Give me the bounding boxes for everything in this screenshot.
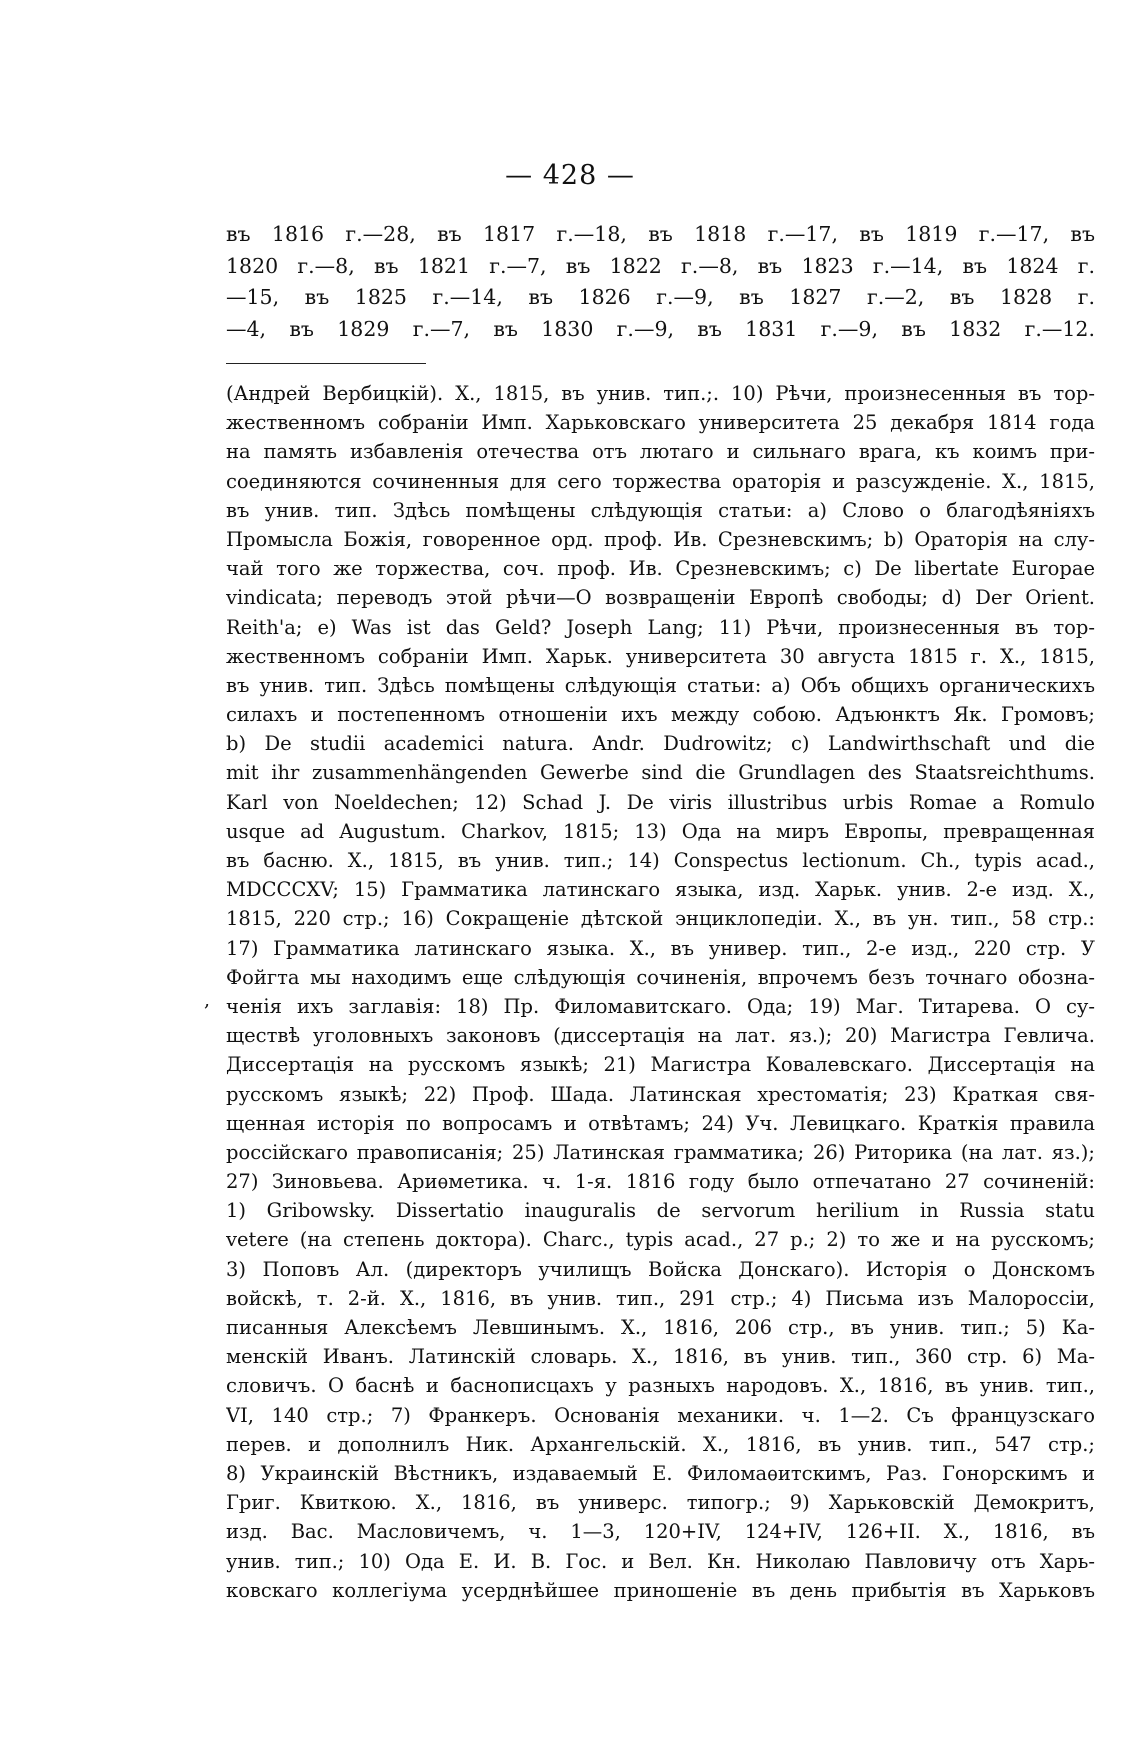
text-line: VI, 140 стр.; 7) Франкеръ. Основанія механики. ч. 1—2. Съ французскаго — [226, 1403, 1095, 1427]
text-line: b) De studii academici natura. Andr. Dudrowitz; с) Landwirthschaft und die — [226, 732, 1095, 756]
text-line: жественномъ собраніи Имп. Харьковскаго университета 25 декабря 1814 года — [226, 411, 1095, 435]
text-line: силахъ и постепенномъ отношеніи ихъ между собою. Адъюнктъ Як. Громовъ; — [226, 703, 1095, 727]
text-line: перев. и дополнилъ Ник. Архангельскій. X., 1816, въ унив. тип., 547 стр.; — [226, 1432, 1095, 1456]
text-line: vindicata; переводъ этой рѣчи—О возвращеніи Европѣ свободы; d) Der Orient. — [226, 586, 1095, 610]
text-line: ченія ихъ заглавія: 18) Пр. Филомавитскаго. Ода; 19) Маг. Титарева. О су- — [226, 994, 1095, 1018]
text-line: Reith'а; e) Was ist das Geld? Joseph Lang; 11) Рѣчи, произнесенныя въ тор- — [226, 615, 1095, 639]
text-line: usque ad Augustum. Charkov, 1815; 13) Ода на миръ Европы, превращенная — [226, 819, 1095, 843]
text-line: 1820 г.—8, въ 1821 г.—7, въ 1822 г.—8, въ 1823 г.—14, въ 1824 г. — [226, 253, 1095, 278]
text-line: въ унив. тип. Здѣсь помѣщены слѣдующія статьи: а) Слово о благодѣяніяхъ — [226, 498, 1095, 522]
text-line: изд. Вас. Масловичемъ, ч. 1—3, 120+IV, 124+IV, 126+II. X., 1816, въ — [226, 1520, 1095, 1544]
text-line: 1815, 220 стр.; 16) Сокращеніе дѣтской энциклопедіи. X., въ ун. тип., 58 стр.: — [226, 907, 1095, 931]
text-line: —15, въ 1825 г.—14, въ 1826 г.—9, въ 1827 г.—2, въ 1828 г. — [226, 285, 1095, 309]
text-line: Диссертація на русскомъ языкѣ; 21) Магистра Ковалевскаго. Диссертація на — [226, 1053, 1095, 1077]
text-line: ковскаго коллегіума усерднѣйшее приношеніе въ день прибытія въ Харьковъ — [226, 1578, 1095, 1602]
text-line: 8) Украинскій Вѣстникъ, издаваемый Е. Филомаѳитскимъ, Раз. Гонорскимъ и — [226, 1461, 1095, 1485]
page-number: — 428 — — [505, 160, 635, 191]
text-line: чай того же торжества, соч. проф. Ив. Срезневскимъ; с) De libertate Europae — [226, 557, 1095, 581]
text-line: россійскаго правописанія; 25) Латинская грамматика; 26) Риторика (на лат. яз.); — [226, 1140, 1095, 1164]
text-line: Промысла Божія, говоренное орд. проф. Ив. Срезневскимъ; b) Ораторія на слу- — [226, 527, 1095, 551]
text-line: ществѣ уголовныхъ законовъ (диссертація на лат. яз.); 20) Магистра Гевлича. — [226, 1024, 1095, 1048]
text-line: Григ. Квиткою. X., 1816, въ универс. типогр.; 9) Харьковскій Демокритъ, — [226, 1491, 1095, 1515]
text-line: 1) Gribowsky. Dissertatio inauguralis de servorum herilium in Russia statu — [226, 1199, 1095, 1223]
text-line: (Андрей Вербицкій). X., 1815, въ унив. тип.;. 10) Рѣчи, произнесенныя въ тор- — [226, 382, 1095, 405]
text-line: Фойгта мы находимъ еще слѣдующія сочиненія, впрочемъ безъ точнаго обозна- — [226, 965, 1095, 989]
text-line: mit ihr zusammenhängenden Gewerbe sind die Grundlagen des Staatsreichthums. — [226, 761, 1095, 785]
footnote-divider — [226, 363, 426, 364]
text-line: унив. тип.; 10) Ода Е. И. В. Гос. и Вел. Кн. Николаю Павловичу отъ Харь- — [226, 1549, 1095, 1573]
text-line: —4, въ 1829 г.—7, въ 1830 г.—9, въ 1831 г.—9, въ 1832 г.—12. — [226, 316, 1095, 341]
margin-mark: , — [204, 989, 211, 1011]
text-line: vetere (на степень доктора). Charc., typis acad., 27 p.; 2) то же и на русскомъ; — [226, 1228, 1095, 1252]
text-line: MDCCCXV; 15) Грамматика латинскаго языка, изд. Харьк. унив. 2-е изд. X., — [226, 878, 1095, 902]
text-line: щенная исторія по вопросамъ и отвѣтамъ; 24) Уч. Левицкаго. Краткія правила — [226, 1111, 1095, 1135]
text-line: 17) Грамматика латинскаго языка. X., въ универ. тип., 2-е изд., 220 стр. У — [226, 936, 1095, 960]
text-line: въ унив. тип. Здѣсь помѣщены слѣдующія статьи: а) Объ общихъ органическихъ — [226, 673, 1095, 697]
text-line: въ басню. X., 1815, въ унив. тип.; 14) Conspectus lectionum. Ch., typis acad., — [226, 849, 1095, 872]
bibliography-paragraph — [226, 379, 1095, 1605]
text-line: на память избавленія отечества отъ лютаго и сильнаго врага, къ коимъ при- — [226, 440, 1095, 464]
statistics-paragraph — [226, 219, 1095, 345]
text-line: словичъ. О баснѣ и баснописцахъ у разныхъ народовъ. X., 1816, въ унив. тип., — [226, 1374, 1095, 1398]
text-line: войскѣ, т. 2-й. X., 1816, въ унив. тип., 291 стр.; 4) Письма изъ Малороссіи, — [226, 1286, 1095, 1310]
text-line: 27) Зиновьева. Ариѳметика. ч. 1-я. 1816 году было отпечатано 27 сочиненій: — [226, 1170, 1095, 1194]
text-line: соединяются сочиненныя для сего торжества ораторія и разсужденіе. X., 1815, — [226, 469, 1095, 493]
text-line: въ 1816 г.—28, въ 1817 г.—18, въ 1818 г.—17, въ 1819 г.—17, въ — [226, 222, 1095, 246]
text-line: русскомъ языкѣ; 22) Проф. Шада. Латинская хрестоматія; 23) Краткая свя- — [226, 1082, 1095, 1106]
text-line: жественномъ собраніи Имп. Харьк. университета 30 августа 1815 г. X., 1815, — [226, 644, 1095, 668]
text-line: 3) Поповъ Ал. (директоръ училищъ Войска Донскаго). Исторія о Донскомъ — [226, 1257, 1095, 1281]
text-line: менскій Иванъ. Латинскій словарь. X., 1816, въ унив. тип., 360 стр. 6) Ма- — [226, 1345, 1095, 1369]
text-line: писанныя Алексѣемъ Левшинымъ. X., 1816, 206 стр., въ унив. тип.; 5) Ка- — [226, 1316, 1095, 1339]
text-line: Karl von Noeldechen; 12) Schad J. De viris illustribus urbis Romae a Romulo — [226, 790, 1095, 814]
